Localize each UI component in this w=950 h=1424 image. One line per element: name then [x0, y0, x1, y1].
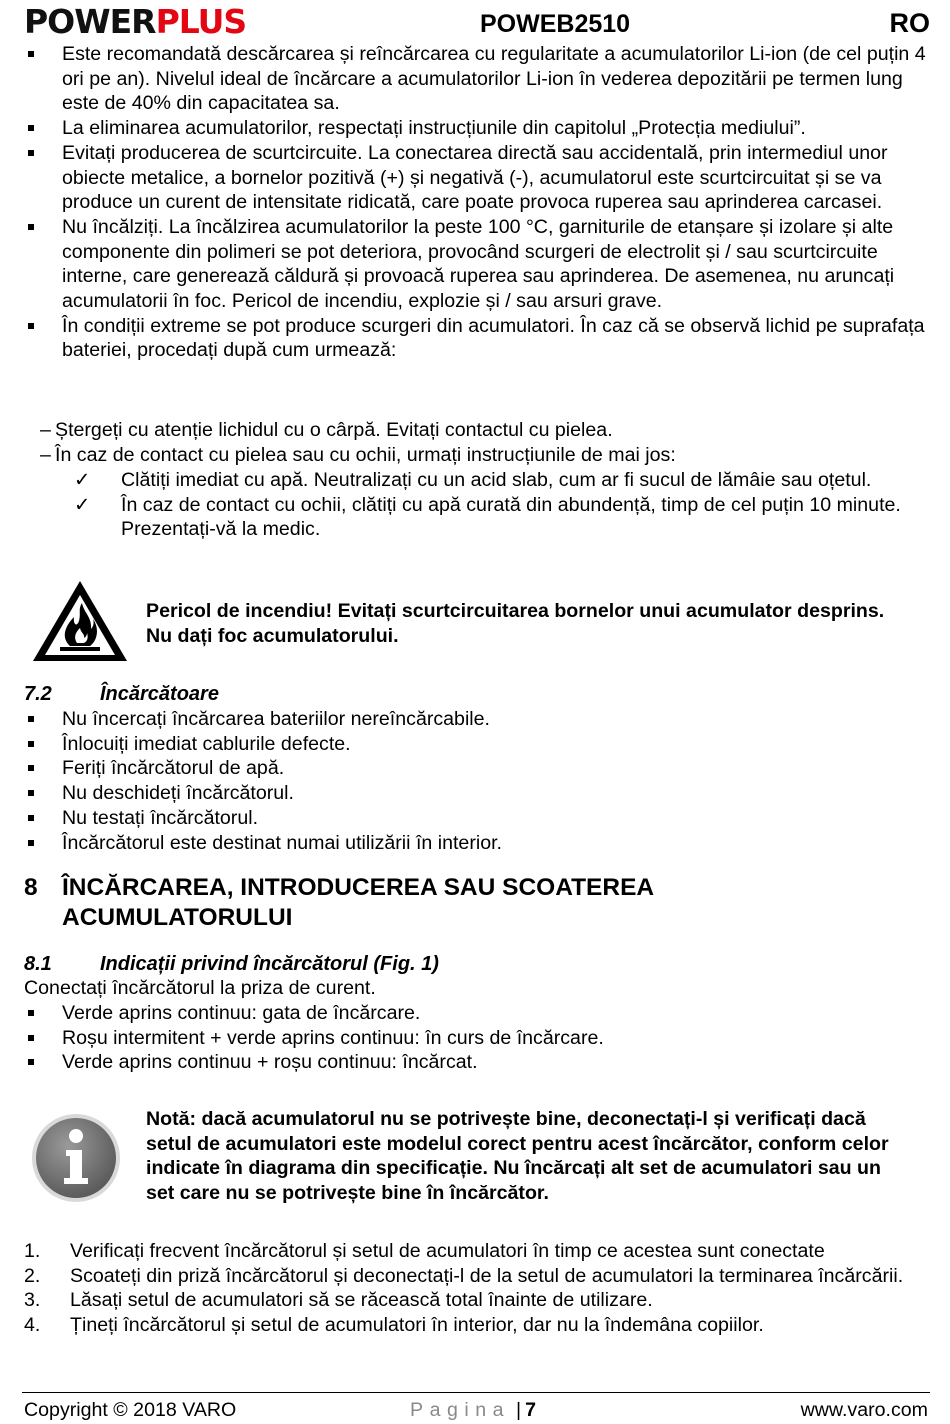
note-text: Notă: dacă acumulatorul nu se potrivește bine, deconectați-l și verificați dacă setul de acumulatori este modelul corect pentru acest încărcător, conform celor indicate în diagrama din specificație. Nu încărcați alt set de acumulatori sau un set care nu se potrivește bine în încărcător. — [146, 1108, 889, 1205]
footer-divider — [22, 1392, 930, 1393]
charger-safety-list — [24, 707, 928, 855]
section-intro: Conectați încărcătorul la priza de curent. — [24, 977, 376, 999]
list-item: Este recomandată descărcarea și reîncărcarea cu regularitate a acumulatorilor Li-ion (de cel puțin 4 ori pe an). Nivelul ideal de încărcare a acumulatorilor Li-ion în vederea depozitării pe termen lung este de 40% din capacitatea sa. — [24, 42, 928, 116]
list-item: Verde aprins continuu: gata de încărcare. — [24, 1001, 928, 1026]
list-item: ✓ Clătiți imediat cu apă. Neutralizați cu un acid slab, cum ar fi sucul de lămâie sau oțetul. — [74, 469, 872, 491]
list-item: Nu încălziți. La încălzirea acumulatorilor la peste 100 °C, garniturile de etanșare și izolare și alte componente din polimeri se pot deteriora, provocând scurgeri de electrolit și / sau scurtcircuite interne, care generează căldură și provoacă ruperea sau aprinderea. De asemenea, nu aruncați acumulatorii în foc. Pericol de incendiu, explozie și / sau arsuri grave. — [24, 215, 928, 314]
list-item: Verde aprins continuu + roșu continuu: încărcat. — [24, 1050, 928, 1075]
charging-steps-list — [24, 1239, 928, 1338]
list-item: – Ștergeți cu atenție lichidul cu o cârpă. Evitați contactul cu pielea. — [40, 418, 928, 443]
list-item: Feriți încărcătorul de apă. — [24, 756, 928, 781]
first-aid-list — [74, 468, 910, 542]
list-item: Nu încercați încărcarea bateriilor nereîncărcabile. — [24, 707, 928, 732]
info-icon — [30, 1112, 122, 1204]
battery-safety-list — [24, 42, 928, 363]
list-item: Înlocuiți imediat cablurile defecte. — [24, 732, 928, 757]
check-icon: ✓ — [74, 469, 91, 491]
list-item: Nu testați încărcătorul. — [24, 806, 928, 831]
list-item: 1. Verificați frecvent încărcătorul și setul de acumulatori în timp ce acestea sunt conectate — [24, 1240, 825, 1262]
list-item: 3. Lăsați setul de acumulatori să se răcească total înainte de utilizare. — [24, 1289, 653, 1312]
list-item: – În caz de contact cu pielea sau cu ochii, urmați instrucțiunile de mai jos: — [40, 443, 928, 468]
list-item: În condiții extreme se pot produce scurgeri din acumulatori. În caz că se observă lichid pe suprafața bateriei, procedați după cum urmează: — [24, 314, 928, 363]
section-heading-7-2: 7.2 Încărcătoare — [24, 683, 219, 705]
list-item: 4. Țineți încărcătorul și setul de acumulatori în interior, dar nu la îndemâna copiilor. — [24, 1314, 764, 1337]
list-item: ✓ În caz de contact cu ochii, clătiți cu apă curată din abundență, timp de cel puțin 10 minute. Prezentați-vă la medic. — [74, 493, 901, 541]
document-page: POWERPLUS POWEB2510 RO Este recomandată descărcarea și reîncărcarea cu regularitate a acumulatorilor Li-ion (de cel puțin 4 ori pe an). Nivelul ideal de încărcare a acumulatorilor Li-ion în vederea depozitării pe termen lung este de 40% din capacitatea sa. La eliminarea acumulatorilor, respectați instrucțiunile din capitolul „Protecția mediului”. Evitați producerea de scurtcircuite. La conectarea directă sau accidentală, prin intermediul unor obiecte metalice, a bornelor pozitivă (+) și negativă (-), acumulatorul este scurtcircuitat și se va produce un curent de intensitate ridicată, care poate provoca ruperea sau aprinderea carcasei. Nu încălziți. La încălzirea acumulatorilor la peste 100 °C, garniturile de etanșare și izolare și alte componente din polimeri se pot deteriora, provocând scurgeri de electrolit și / sau scurtcircuite interne, care generează căldură și provoacă ruperea sau aprinderea. De asemenea, nu aruncați acumulatorii în foc. Pericol de incendiu, explozie și / sau arsuri grave. În condiții extreme se pot produce scurgeri din acumulatori. În caz că se observă lichid pe suprafața bateriei, procedați după cum urmează: – Ștergeți cu atenție lichidul cu o cârpă. Evitați contactul cu pielea. – În caz de contact cu pielea sau cu ochii, urmați instrucțiunile de mai jos: ✓ Clătiți imediat cu apă. Neutralizați cu un acid slab, cum ar fi sucul de lămâie sau oțetul. ✓ În caz de contact cu ochii, clătiți cu apă curată din abundență, timp de cel puțin 10 minute. Prezentați-vă la medic. Pericol de incendiu! Evitați scurtcircuitarea bornelor unui acumulator desprins. Nu dați foc acumulatorului. 7.2 Încărcătoare Nu încercați încărcarea bateriilor nereîncărcabile. Înlocuiți imediat cablurile defecte. Feriți încărcătorul de apă. Nu deschideți încărcătorul. Nu testați încărcătorul. Încărcătorul este destinat numai utilizării în interior. 8 ÎNCĂRCAREA, INTRODUCEREA SAU SCOATEREA ACUMULATORULUI 8.1 Indicații privind încărcătorul (Fig. 1) Conectați încărcătorul la priza de curent. Verde aprins continuu: gata de încărcare. Roșu intermitent + verde aprins continuu: în curs de încărcare. Verde aprins continuu + roșu continuu: încărcat. Notă: dacă acumulatorul nu se potrivește bine, deconectați-l și verificați dacă setul de acumulatori este modelul corect pentru acest încărcător, conform celor indicate în diagrama din specificație. Nu încărcați alt set de acumulatori sau un set care nu se potrivește bine în încărcător. 1. Verificați frecvent încărcătorul și setul de acumulatori în timp ce acestea sunt conectate 2. Scoateți din priză încărcătorul și deconectați-l de la setul de acumulatori la terminarea încărcării. 3. Lăsați setul de acumulatori să se răcească total înainte de utilizare. 4. Țineți încărcătorul și setul de acumulatori în interior, dar nu la îndemâna copiilor. Copyright © 2018 VARO Pagina | 7 www.varo.com — [0, 0, 950, 1424]
list-item: La eliminarea acumulatorilor, respectați instrucțiunile din capitolul „Protecția mediului”. — [24, 116, 928, 141]
charger-led-list — [24, 1001, 928, 1075]
page-header — [24, 2, 930, 42]
list-item: Roșu intermitent + verde aprins continuu: în curs de încărcare. — [24, 1026, 928, 1051]
list-item: 2. Scoateți din priză încărcătorul și deconectați-l de la setul de acumulatori la terminarea încărcării. — [24, 1264, 904, 1287]
list-item: Nu deschideți încărcătorul. — [24, 781, 928, 806]
brand-logo: POWERPLUS — [24, 2, 247, 41]
model-number: POWEB2510 — [480, 10, 631, 38]
section-heading-8-1: 8.1 Indicații privind încărcătorul (Fig. 1) — [24, 953, 439, 975]
leak-steps-list — [40, 418, 928, 467]
list-item: Încărcătorul este destinat numai utilizării în interior. — [24, 831, 928, 856]
fire-warning-icon — [30, 577, 130, 665]
language-code: RO — [889, 8, 930, 38]
list-item: Evitați producerea de scurtcircuite. La conectarea directă sau accidentală, prin intermediul unor obiecte metalice, a bornelor pozitivă (+) și negativă (-), acumulatorul este scurtcircuitat și se va produce un curent de intensitate ridicată, care poate provoca ruperea sau aprinderea carcasei. — [24, 141, 928, 215]
check-icon: ✓ — [74, 493, 91, 516]
footer-page-number: Pagina | 7 — [410, 1399, 537, 1421]
fire-warning-text: Pericol de incendiu! Evitați scurtcircuitarea bornelor unui acumulator desprins. Nu dați foc acumulatorului. — [146, 600, 885, 647]
footer-copyright: Copyright © 2018 VARO — [24, 1399, 237, 1421]
footer-website: www.varo.com — [800, 1399, 928, 1421]
